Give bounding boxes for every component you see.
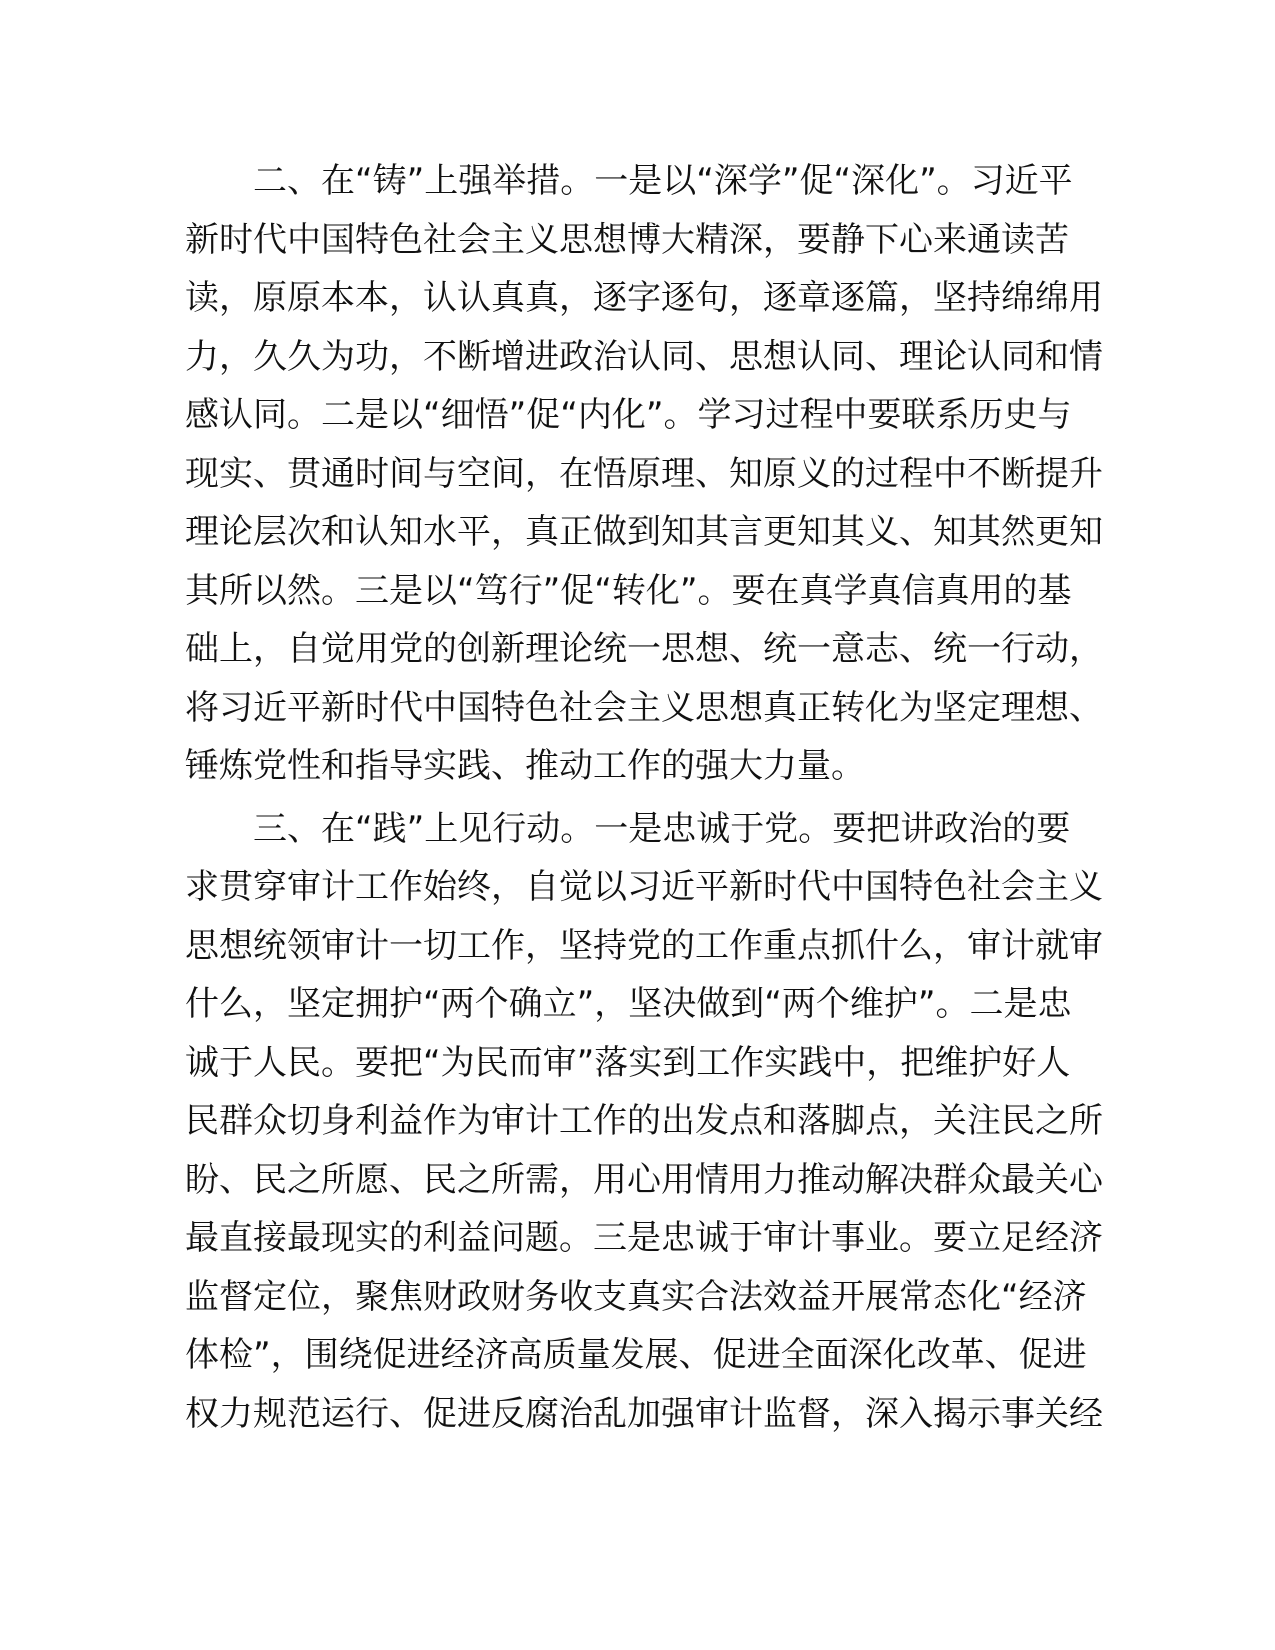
text-line: 二、在“铸”上强举措。一是以“深学”促“深化”。习近平 — [185, 161, 1073, 201]
text-line: 监督定位，聚焦财政财务收支真实合法效益开展常态化“经济 — [185, 1276, 1087, 1317]
document-body — [185, 152, 1103, 1443]
text-line: 盼、民之所愿、民之所需，用心用情用力推动解决群众最关心 — [185, 1159, 1103, 1200]
text-line: 民群众切身利益作为审计工作的出发点和落脚点，关注民之所 — [185, 1101, 1103, 1141]
text-line: 三、在“践”上见行动。一是忠诚于党。要把讲政治的要 — [185, 808, 1071, 849]
text-line: 最直接最现实的利益问题。三是忠诚于审计事业。要立足经济 — [185, 1218, 1103, 1258]
text-line: 诚于人民。要把“为民而审”落实到工作实践中，把维护好人 — [185, 1042, 1071, 1083]
paragraph-section-two — [185, 152, 1103, 796]
text-line: 力，久久为功，不断增进政治认同、思想认同、理论认同和情 — [185, 336, 1103, 377]
text-line: 现实、贯通时间与空间，在悟原理、知原义的过程中不断提升 — [185, 453, 1103, 494]
text-line: 权力规范运行、促进反腐治乱加强审计监督，深入揭示事关经 — [185, 1393, 1103, 1434]
text-line: 锤炼党性和指导实践、推动工作的强大力量。 — [185, 746, 865, 786]
text-line: 感认同。二是以“细悟”促“内化”。学习过程中要联系历史与 — [185, 395, 1072, 435]
text-line: 什么，坚定拥护“两个确立”，坚决做到“两个维护”。二是忠 — [185, 984, 1072, 1024]
text-line: 求贯穿审计工作始终，自觉以习近平新时代中国特色社会主义 — [185, 867, 1103, 907]
text-line: 将习近平新时代中国特色社会主义思想真正转化为坚定理想、 — [185, 687, 1103, 728]
text-line: 读，原原本本，认认真真，逐字逐句，逐章逐篇，坚持绵绵用 — [185, 278, 1103, 318]
text-line: 理论层次和认知水平，真正做到知其言更知其义、知其然更知 — [185, 512, 1103, 552]
text-line: 思想统领审计一切工作，坚持党的工作重点抓什么，审计就审 — [185, 925, 1103, 966]
text-line: 础上，自觉用党的创新理论统一思想、统一意志、统一行动， — [185, 629, 1103, 669]
text-line: 新时代中国特色社会主义思想博大精深，要静下心来通读苦 — [185, 219, 1069, 260]
text-line: 体检”，围绕促进经济高质量发展、促进全面深化改革、促进 — [185, 1335, 1087, 1375]
paragraph-section-three — [185, 800, 1103, 1444]
text-line: 其所以然。三是以“笃行”促“转化”。要在真学真信真用的基 — [185, 570, 1072, 611]
